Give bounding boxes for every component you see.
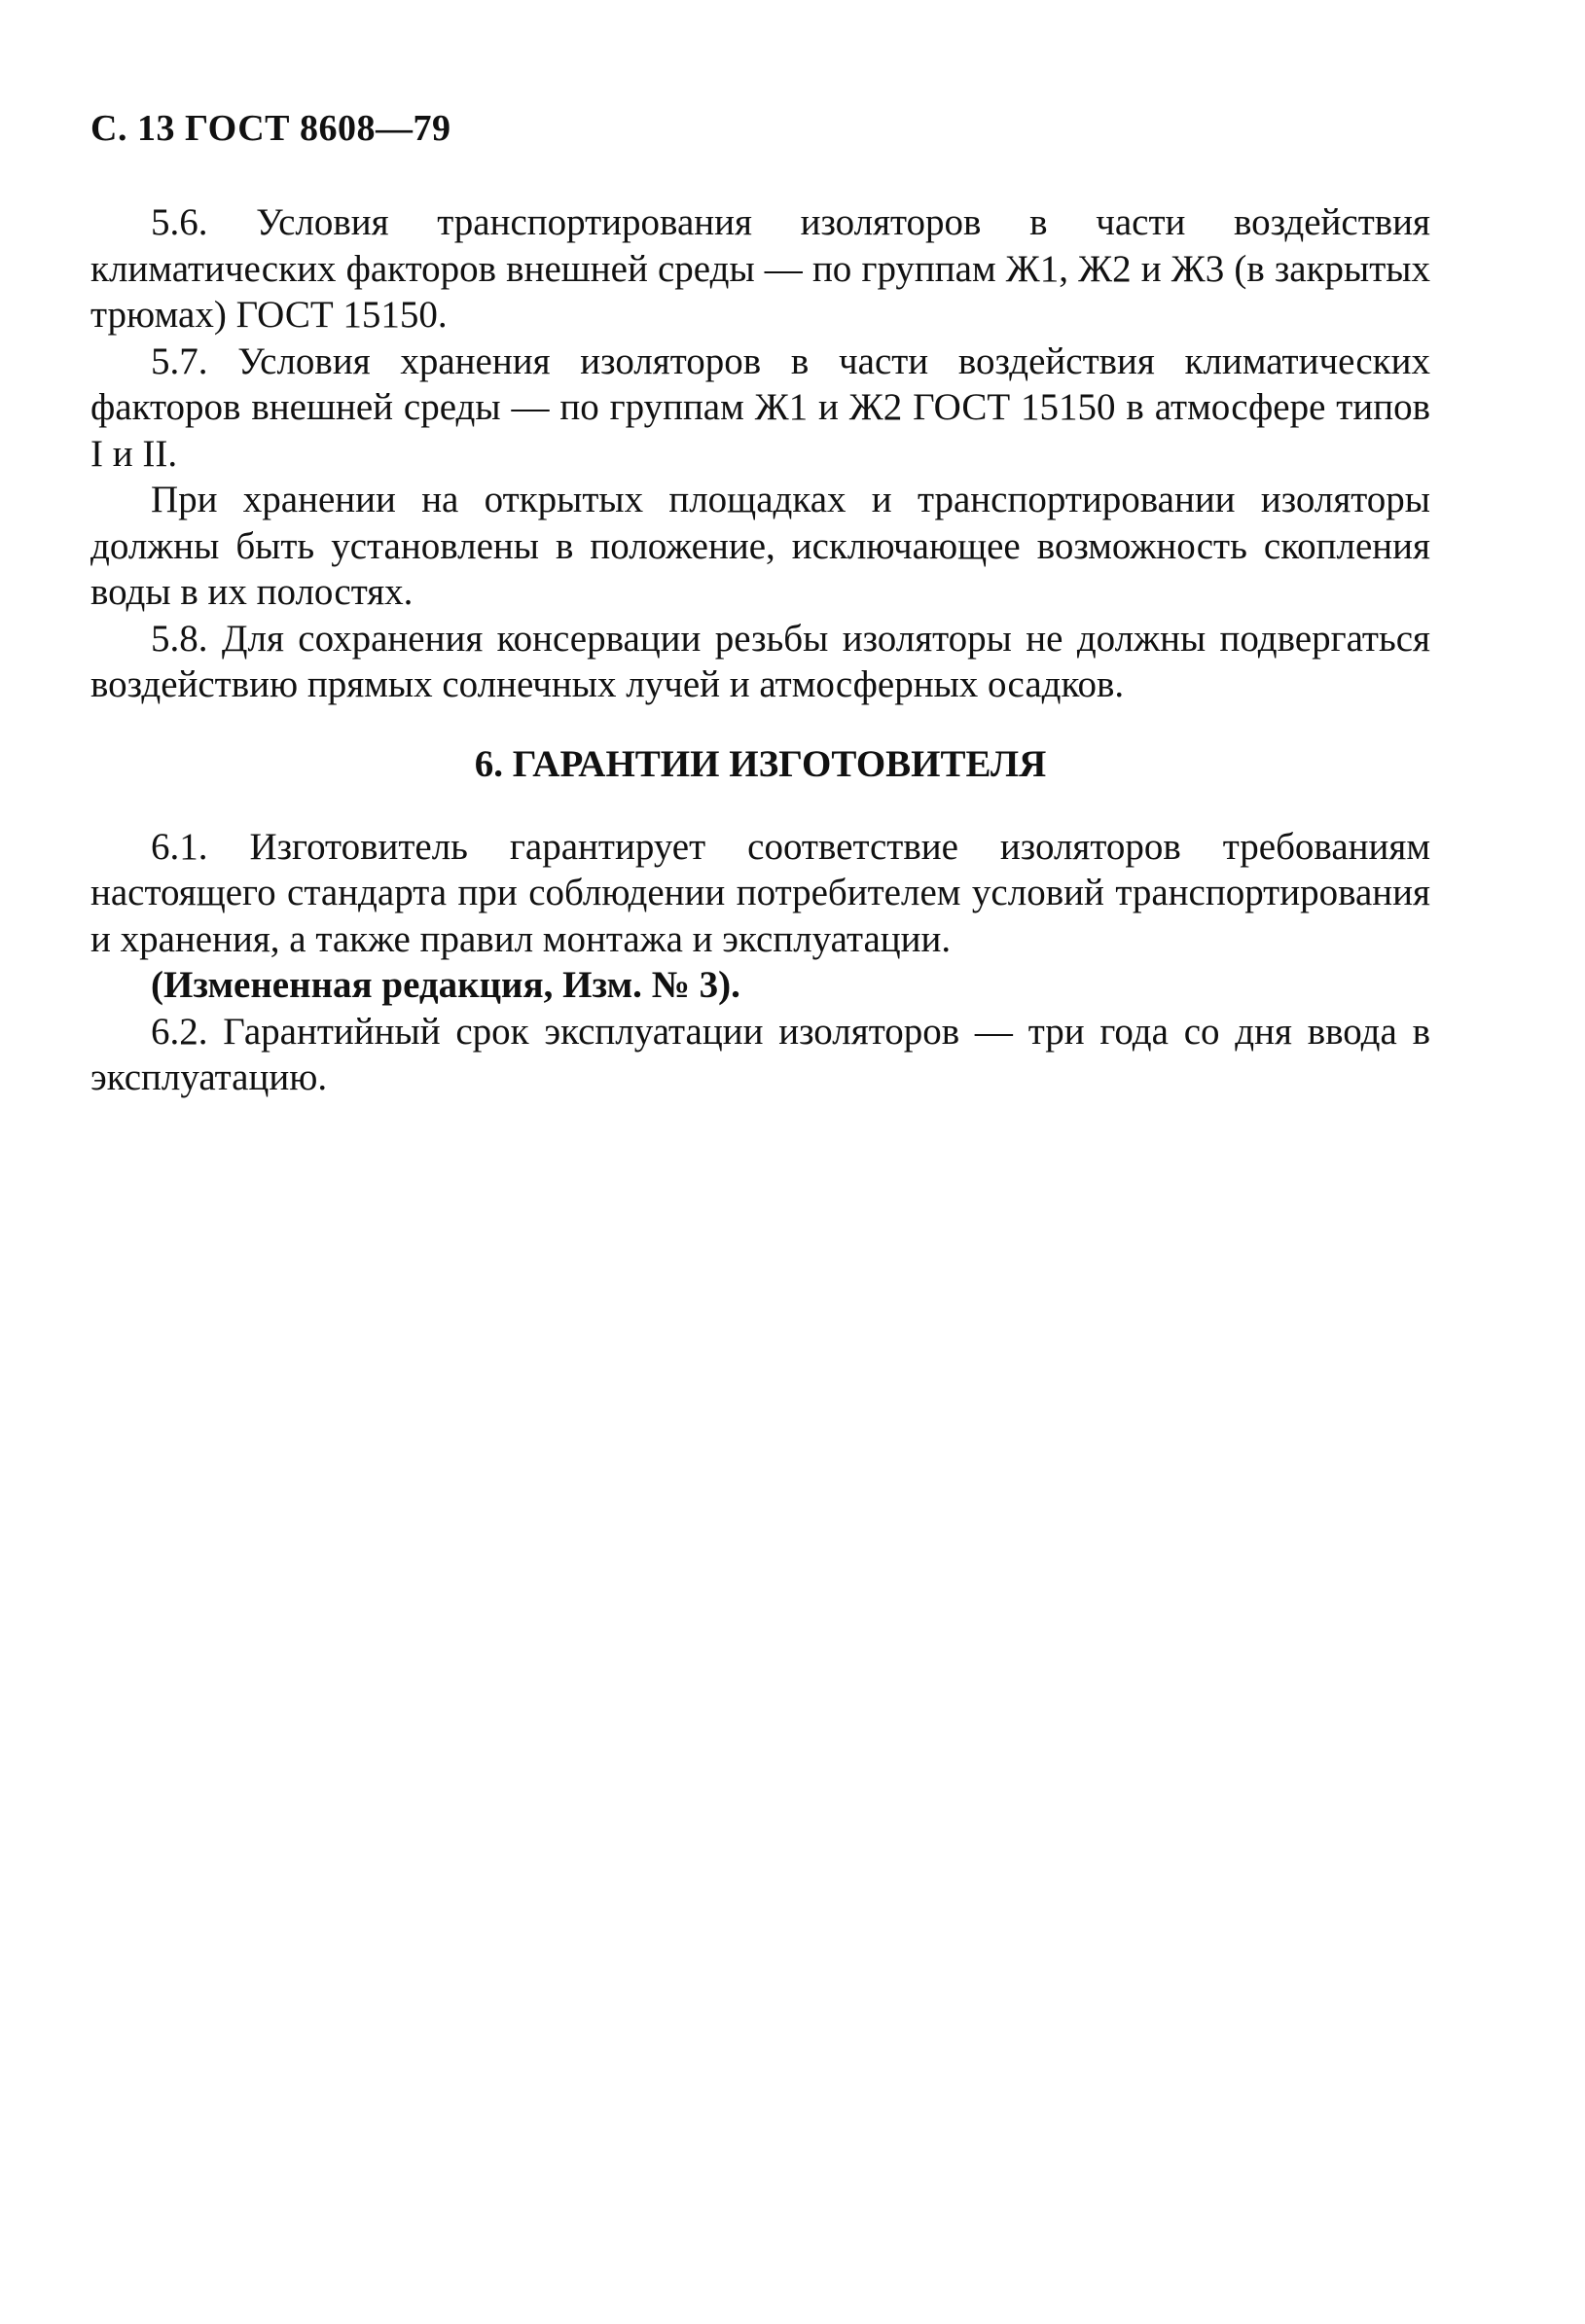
clause-5-6: 5.6. Условия транспортирования изоляторов в части воздействия климатических факторов внешней среды — по группам Ж1, Ж2 и Ж3 (в закрытых трюмах) ГОСТ 15150. xyxy=(90,201,1430,336)
clause-5-7: 5.7. Условия хранения изоляторов в части воздействия климатических факторов внешней среды — по группам Ж1 и Ж2 ГОСТ 15150 в атмосфере типов I и II. xyxy=(90,340,1430,475)
clause-6-2: 6.2. Гарантийный срок эксплуатации изоляторов — три года со дня ввода в эксплуатацию. xyxy=(90,1010,1430,1098)
running-head: С. 13 ГОСТ 8608—79 xyxy=(90,108,451,149)
document-body xyxy=(90,199,1430,1101)
clause-6-1: 6.1. Изготовитель гарантирует соответствие изоляторов требованиям настоящего стандарта при соблюдении потребителем условий транспортирования и хранения, а также правил монтажа и эксплуатации. xyxy=(90,825,1430,960)
amendment-note: (Измененная редакция, Изм. № 3). xyxy=(151,964,740,1006)
section-6-title: 6. ГАРАНТИИ ИЗГОТОВИТЕЛЯ xyxy=(474,742,1047,785)
clause-5-8: 5.8. Для сохранения консервации резьбы изоляторы не должны подвергаться воздействию прямых солнечных лучей и атмосферных осадков. xyxy=(90,617,1430,705)
clause-5-7-continuation: При хранении на открытых площадках и транспортировании изоляторы должны быть установлены в положение, исключающее возможность скопления воды в их полостях. xyxy=(90,479,1430,613)
